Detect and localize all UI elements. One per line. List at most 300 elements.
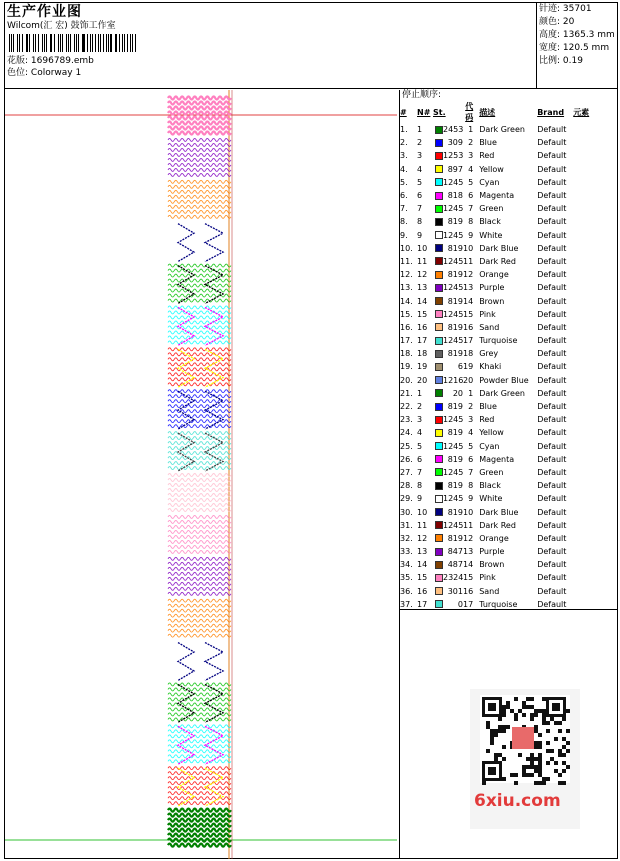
table-row (400, 466, 589, 479)
cell-code: 4 (468, 164, 474, 174)
qr-module (554, 721, 558, 725)
qr-module (494, 757, 498, 761)
cell-description: Pink (479, 309, 496, 319)
cell-seq: 13. (400, 283, 413, 293)
barcode-bar (78, 34, 79, 52)
col-stitches: St. (433, 107, 446, 117)
cell-brand: Default (537, 441, 567, 451)
cell-seq: 10. (400, 243, 413, 253)
qr-module (526, 697, 530, 701)
stat-width: 宽度: 120.5 mm (539, 43, 610, 53)
cell-element (573, 453, 589, 466)
cell-code: 11 (463, 520, 474, 530)
zigzag-stitch (178, 224, 194, 262)
cell-seq: 37. (400, 599, 413, 609)
table-row (400, 321, 589, 334)
cell-seq: 14. (400, 296, 413, 306)
cell-n: 10 (417, 243, 428, 253)
barcode-bar (100, 34, 101, 52)
stitch-count: 818 (447, 191, 463, 201)
cell-n: 15 (417, 573, 428, 583)
table-header (400, 101, 589, 123)
qr-module (526, 765, 530, 769)
stitch-row (168, 479, 231, 482)
qr-module (522, 765, 526, 769)
color-swatch (435, 192, 443, 200)
color-swatch (435, 218, 443, 226)
stitch-row (168, 718, 231, 721)
cell-code: 5 (468, 177, 474, 187)
cell-element (573, 532, 589, 545)
cell-stitches (433, 189, 463, 202)
barcode-bar (19, 34, 20, 52)
cell-description: Green (479, 204, 504, 214)
stitch-row (168, 494, 231, 497)
qr-module (502, 713, 506, 717)
table-row (400, 242, 589, 255)
cell-element (573, 149, 589, 162)
stitch-row (168, 158, 231, 161)
cell-element (573, 268, 589, 281)
cell-stitches (433, 545, 463, 558)
cell-brand: Default (537, 349, 567, 359)
cell-n: 14 (417, 560, 428, 570)
stitch-row (168, 306, 231, 309)
cell-seq: 18. (400, 349, 413, 359)
stitch-row (168, 730, 231, 733)
color-swatch (435, 442, 443, 450)
color-swatch (435, 165, 443, 173)
cell-seq: 21. (400, 388, 413, 398)
stitch-row (168, 509, 231, 512)
cell-description: Red (479, 415, 495, 425)
stitch-row (168, 540, 231, 543)
table-row (400, 440, 589, 453)
qr-module (542, 717, 546, 721)
cell-element (573, 360, 589, 373)
cell-n: 16 (417, 586, 428, 596)
cell-description: Khaki (479, 362, 502, 372)
stitch-row (168, 824, 231, 827)
cell-element (573, 545, 589, 558)
colorway-value: Colorway 1 (30, 68, 82, 78)
qr-module (534, 741, 538, 745)
color-swatch (435, 416, 443, 424)
cell-element (573, 426, 589, 439)
table-row (400, 400, 589, 413)
stitch-count: 309 (447, 138, 463, 148)
table-row (400, 532, 589, 545)
qr-module (562, 737, 566, 741)
stitch-row (168, 834, 231, 837)
qr-module (546, 721, 550, 725)
cell-stitches (433, 571, 463, 584)
cell-code: 15 (463, 309, 474, 319)
qr-module (502, 725, 506, 729)
cell-element (573, 492, 589, 505)
table-row (400, 374, 589, 387)
stitch-row (168, 713, 231, 716)
barcode-bar (33, 34, 34, 52)
color-swatch (435, 205, 443, 213)
table-row (400, 387, 589, 400)
production-worksheet (4, 2, 618, 859)
cell-stitches (433, 374, 463, 387)
table-row (400, 558, 589, 571)
stat-stitches: 针迹: 35701 (539, 4, 592, 14)
cell-n: 13 (417, 283, 428, 293)
cell-description: Powder Blue (479, 375, 529, 385)
stitch-row (168, 432, 231, 435)
stitch-row (168, 634, 231, 637)
qr-module (530, 705, 534, 709)
cell-n: 2 (417, 402, 423, 412)
stitch-row (168, 279, 231, 282)
stitch-count: 1245 (443, 520, 464, 530)
table-row (400, 545, 589, 558)
table-row (400, 505, 589, 518)
qr-module (554, 737, 558, 741)
cell-n: 5 (417, 441, 423, 451)
qr-module (530, 773, 534, 777)
stitch-row (168, 484, 231, 487)
stitch-row (168, 462, 231, 465)
cell-stitches (433, 453, 463, 466)
stitch-count: 1245 (443, 256, 464, 266)
qr-module (538, 745, 542, 749)
color-swatch (435, 323, 443, 331)
qr-module (546, 749, 550, 753)
cell-n: 4 (417, 164, 423, 174)
qr-finder-center (552, 703, 560, 711)
cell-stitches (433, 242, 463, 255)
qr-module (482, 781, 486, 785)
col-brand: Brand (537, 107, 565, 117)
qr-module (490, 729, 494, 733)
qr-module (506, 705, 510, 709)
cell-code: 15 (463, 573, 474, 583)
cell-description: Dark Red (479, 520, 516, 530)
cell-stitches (433, 440, 463, 453)
qr-module (534, 729, 538, 733)
cell-stitches (433, 347, 463, 360)
stitch-row (168, 148, 231, 151)
qr-module (542, 777, 546, 781)
table-row (400, 598, 589, 611)
barcode-bar (92, 34, 93, 52)
stitch-row (168, 168, 231, 171)
qr-module (522, 773, 526, 777)
qr-module (546, 777, 550, 781)
stitch-row (168, 819, 231, 822)
stitch-row (168, 572, 231, 575)
cell-stitches (433, 255, 463, 268)
cell-seq: 33. (400, 547, 413, 557)
cell-element (573, 294, 589, 307)
stitch-count: 1216 (443, 375, 464, 385)
stitch-row (168, 341, 231, 344)
page-title: 生产作业图 (7, 4, 82, 20)
table-row (400, 426, 589, 439)
cell-code: 6 (468, 191, 474, 201)
stitch-row (168, 107, 231, 110)
cell-code: 12 (463, 533, 474, 543)
qr-module (562, 717, 566, 721)
cell-n: 12 (417, 270, 428, 280)
qr-module (558, 781, 562, 785)
cell-description: Blue (479, 402, 497, 412)
design-canvas (5, 90, 399, 859)
stitch-row (168, 122, 231, 125)
cell-description: Dark Green (479, 125, 525, 135)
qr-module (558, 721, 562, 725)
file-row (7, 55, 537, 67)
stop-sequence-table (400, 101, 589, 611)
table-row (400, 123, 589, 136)
qr-module (566, 765, 570, 769)
table-row (400, 215, 589, 228)
cell-seq: 20. (400, 375, 413, 385)
cell-element (573, 598, 589, 611)
stitch-row (168, 844, 231, 847)
qr-module (514, 773, 518, 777)
stop-sequence-panel (400, 90, 617, 610)
cell-seq: 12. (400, 270, 413, 280)
stitch-count: 1245 (443, 441, 464, 451)
stitch-row (168, 767, 231, 770)
qr-module (514, 781, 518, 785)
cell-brand: Default (537, 336, 567, 346)
qr-module (490, 733, 494, 737)
barcode-bar (46, 34, 47, 52)
qr-module (534, 757, 538, 761)
cell-code: 12 (463, 270, 474, 280)
qr-module (534, 713, 538, 717)
stitch-row (168, 760, 231, 763)
qr-module (522, 705, 526, 709)
stitch-row (168, 112, 231, 115)
qr-module (542, 697, 546, 701)
cell-n: 8 (417, 217, 423, 227)
cell-n: 7 (417, 467, 423, 477)
qr-module (566, 729, 570, 733)
stitch-count: 1245 (443, 336, 464, 346)
cell-code: 11 (463, 256, 474, 266)
table-row (400, 360, 589, 373)
cell-element (573, 308, 589, 321)
cell-code: 13 (463, 547, 474, 557)
cell-brand: Default (537, 599, 567, 609)
qr-module (510, 709, 514, 713)
stitch-row (168, 264, 231, 267)
stitch-count: 6 (457, 362, 463, 372)
cell-element (573, 215, 589, 228)
barcode-bar (17, 34, 18, 52)
cell-n: 9 (417, 230, 423, 240)
cell-brand: Default (537, 204, 567, 214)
qr-module (554, 761, 558, 765)
qr-code-image (470, 689, 580, 829)
cell-element (573, 400, 589, 413)
cell-seq: 36. (400, 586, 413, 596)
cell-description: Orange (479, 270, 509, 280)
stitch-count: 897 (447, 164, 463, 174)
stitch-row (168, 814, 231, 817)
qr-module (502, 705, 506, 709)
stitch-row (168, 405, 231, 408)
stitch-row (168, 143, 231, 146)
cell-brand: Default (537, 494, 567, 504)
stitch-row (168, 809, 231, 812)
cell-stitches (433, 360, 463, 373)
cell-brand: Default (537, 362, 567, 372)
stitch-count: 819 (447, 454, 463, 464)
qr-module (562, 761, 566, 765)
cell-element (573, 136, 589, 149)
stitch-count: 301 (447, 586, 463, 596)
cell-code: 20 (463, 375, 474, 385)
embroidery-preview (5, 90, 400, 859)
stitch-row (168, 447, 231, 450)
cell-stitches (433, 492, 463, 505)
stitch-count: 819 (447, 533, 463, 543)
cell-element (573, 585, 589, 598)
stitch-row (168, 353, 231, 356)
stitch-row (168, 708, 231, 711)
qr-module (502, 729, 506, 733)
cell-description: Brown (479, 296, 505, 306)
stitch-row (168, 545, 231, 548)
colorway-row (7, 67, 537, 79)
barcode-bar (110, 34, 111, 52)
qr-module (546, 761, 550, 765)
cell-element (573, 163, 589, 176)
cell-seq: 6. (400, 191, 408, 201)
stitch-row (168, 567, 231, 570)
stitch-count: 819 (447, 507, 463, 517)
cell-element (573, 374, 589, 387)
stitch-count: 1245 (443, 415, 464, 425)
barcode-bar (116, 34, 117, 52)
cell-code: 10 (463, 507, 474, 517)
cell-seq: 11. (400, 256, 413, 266)
qr-module (506, 701, 510, 705)
barcode-bar (38, 34, 39, 52)
cell-code: 1 (468, 388, 474, 398)
stitch-count: 1245 (443, 494, 464, 504)
table-row (400, 176, 589, 189)
stitch-count: 20 (452, 388, 463, 398)
cell-code: 9 (468, 230, 474, 240)
cell-description: Blue (479, 138, 497, 148)
cell-seq: 26. (400, 454, 413, 464)
header (5, 3, 617, 89)
cell-n: 6 (417, 191, 423, 201)
stitch-row (168, 619, 231, 622)
color-swatch (435, 574, 443, 582)
color-swatch (435, 561, 443, 569)
cell-code: 14 (463, 296, 474, 306)
qr-finder-center (488, 703, 496, 711)
cell-stitches (433, 532, 463, 545)
cell-code: 16 (463, 322, 474, 332)
qr-module (514, 713, 518, 717)
qr-module (550, 749, 554, 753)
cell-seq: 5. (400, 177, 408, 187)
cell-description: Dark Blue (479, 243, 519, 253)
stitch-count: 819 (447, 428, 463, 438)
color-swatch (435, 403, 443, 411)
cell-description: Pink (479, 573, 496, 583)
stitch-count: 1245 (443, 309, 464, 319)
cell-stitches (433, 123, 463, 136)
cell-code: 7 (468, 467, 474, 477)
qr-module (530, 713, 534, 717)
barcode-bar (124, 34, 125, 52)
cell-n: 11 (417, 256, 428, 266)
barcode (9, 34, 139, 52)
stitch-row (168, 782, 231, 785)
color-swatch (435, 521, 443, 529)
stitch-row (168, 321, 231, 324)
cell-brand: Default (537, 586, 567, 596)
table-row (400, 347, 589, 360)
zigzag-stitch (205, 643, 223, 681)
qr-code (470, 689, 580, 789)
cell-n: 7 (417, 204, 423, 214)
color-swatch (435, 468, 443, 476)
qr-module (486, 725, 490, 729)
cell-element (573, 334, 589, 347)
cell-description: Magenta (479, 191, 515, 201)
stat-height: 高度: 1365.3 mm (539, 30, 615, 40)
cell-stitches (433, 321, 463, 334)
stitch-row (168, 577, 231, 580)
table-row (400, 492, 589, 505)
cell-brand: Default (537, 151, 567, 161)
qr-module (526, 757, 530, 761)
qr-center-logo (512, 727, 534, 749)
cell-code: 9 (468, 494, 474, 504)
cell-element (573, 347, 589, 360)
cell-seq: 7. (400, 204, 408, 214)
barcode-bar (66, 34, 67, 52)
stitch-row (168, 504, 231, 507)
qr-module (522, 701, 526, 705)
stitch-count: 819 (447, 270, 463, 280)
cell-n: 16 (417, 322, 428, 332)
qr-module (518, 753, 522, 757)
cell-description: Orange (479, 533, 509, 543)
stitch-row (168, 474, 231, 477)
stitch-count: 1245 (443, 283, 464, 293)
stitch-row (168, 390, 231, 393)
cell-description: White (479, 494, 503, 504)
stitch-row (168, 215, 231, 218)
qr-module (562, 745, 566, 749)
stitch-row (168, 294, 231, 297)
company-name: Wilcom(汇 宏) 鼓饰工作室 (7, 21, 116, 31)
qr-module (542, 721, 546, 725)
cell-code: 5 (468, 441, 474, 451)
stitch-count: 1245 (443, 230, 464, 240)
stitch-row (168, 755, 231, 758)
stitch-row (168, 614, 231, 617)
cell-seq: 30. (400, 507, 413, 517)
stitch-count: 2324 (443, 573, 464, 583)
cell-stitches (433, 215, 463, 228)
barcode-bar (58, 34, 59, 52)
